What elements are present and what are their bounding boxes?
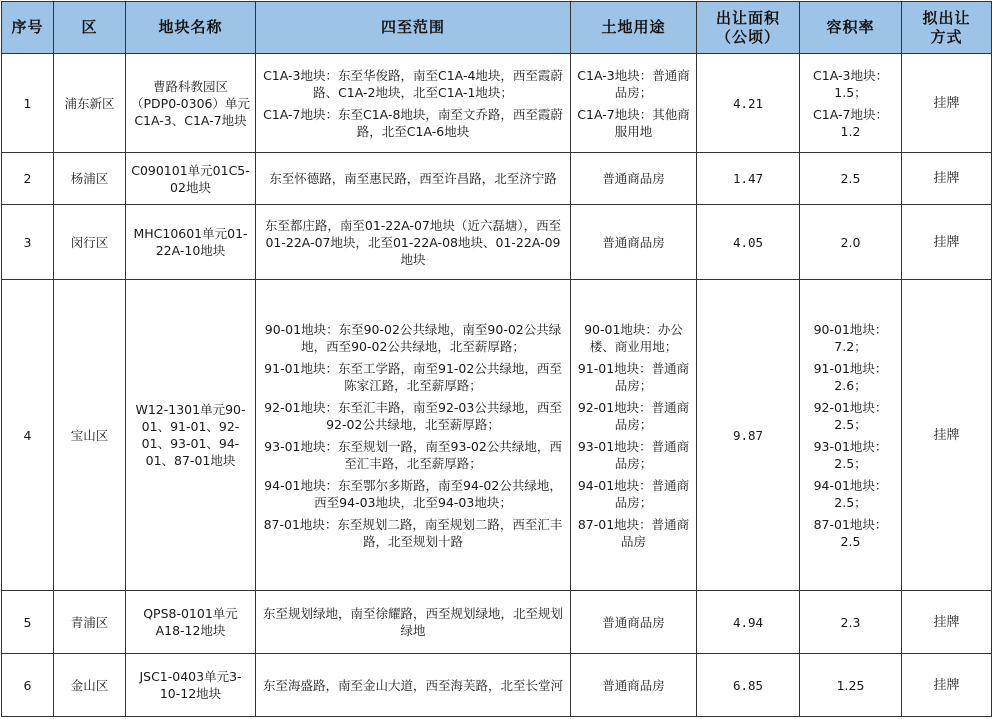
cell-boundaries: [256, 205, 571, 280]
land-use-entry: 92-01地块：普通商品房；: [577, 399, 690, 432]
cell-land-use: [571, 591, 697, 654]
boundary-entry: C1A-3地块：东至华俊路，南至C1A-4地块，西至霞蔚路、C1A-2地块，北至C1A-1地块；: [263, 67, 563, 100]
far-entry: 94-01地块：2.5；: [813, 477, 888, 510]
cell-land-use: [571, 205, 697, 280]
land-transfer-table-page: [0, 1, 992, 719]
cell-far: [800, 54, 902, 153]
far-entry: C1A-7地块：1.2: [813, 106, 888, 139]
cell-district: 闵行区: [54, 205, 126, 280]
boundary-entry: 87-01地块：东至规划二路，南至规划二路，西至汇丰路，北至规划十路: [263, 516, 563, 549]
cell-area: 4.94: [697, 591, 800, 654]
cell-boundaries: [256, 153, 571, 205]
cell-land-use: [571, 54, 697, 153]
cell-land-use: [571, 654, 697, 717]
cell-far: [800, 591, 902, 654]
cell-parcel-name: MHC10601单元01-22A-10地块: [126, 205, 256, 280]
far-entry: 2.3: [840, 614, 861, 630]
cell-method: 挂牌: [902, 280, 992, 591]
cell-area: 4.21: [697, 54, 800, 153]
cell-district: 杨浦区: [54, 153, 126, 205]
cell-parcel-name: JSC1-0403单元3-10-12地块: [126, 654, 256, 717]
cell-far: [800, 153, 902, 205]
header-boundaries: 四至范围: [256, 2, 571, 54]
header-method: [902, 2, 992, 54]
far-entry: 93-01地块：2.5；: [813, 438, 888, 471]
cell-district: 金山区: [54, 654, 126, 717]
cell-index: 4: [2, 280, 54, 591]
cell-boundaries: [256, 654, 571, 717]
land-use-entry: 91-01地块：普通商品房；: [577, 360, 690, 393]
cell-area: 4.05: [697, 205, 800, 280]
table-row: [2, 54, 992, 153]
cell-far: [800, 280, 902, 591]
boundary-entry: 90-01地块：东至90-02公共绿地，南至90-02公共绿地，西至90-02公共绿地，北至薪厚路；: [264, 321, 562, 354]
header-area: [697, 2, 800, 54]
land-use-entry: 普通商品房: [602, 614, 665, 630]
boundary-entry: 92-01地块：东至汇丰路，南至92-03公共绿地，西至92-02公共绿地，北至薪厚路；: [264, 399, 562, 432]
cell-land-use: [571, 280, 697, 591]
cell-parcel-name: C090101单元01C5-02地块: [126, 153, 256, 205]
far-entry: 92-01地块：2.5；: [813, 399, 888, 432]
far-entry: 87-01地块：2.5: [813, 516, 888, 549]
cell-method: 挂牌: [902, 591, 992, 654]
land-use-entry: 87-01地块：普通商品房: [577, 516, 690, 549]
header-district: 区: [54, 2, 126, 54]
header-method-line2: 方式: [930, 27, 963, 46]
boundary-entry: C1A-7地块：东至C1A-8地块，南至文乔路，西至霞蔚路，北至C1A-6地块: [263, 106, 563, 139]
table-header-row: [2, 2, 992, 54]
cell-parcel-name: 曹路科教园区（PDP0-0306）单元C1A-3、C1A-7地块: [126, 54, 256, 153]
boundary-entry: 东至都庄路，南至01-22A-07地块（近六磊塘），西至01-22A-07地块，北至01-22A-08地块、01-22A-09地块: [264, 217, 562, 267]
cell-index: 2: [2, 153, 54, 205]
land-use-entry: 普通商品房: [602, 677, 665, 693]
cell-land-use: [571, 153, 697, 205]
boundary-entry: 91-01地块：东至工学路，南至91-02公共绿地，西至陈家江路，北至薪厚路；: [264, 360, 562, 393]
cell-area: 9.87: [697, 280, 800, 591]
cell-area: 6.85: [697, 654, 800, 717]
cell-method: 挂牌: [902, 205, 992, 280]
far-entry: C1A-3地块：1.5；: [813, 67, 888, 100]
boundary-entry: 东至怀德路，南至惠民路，西至许昌路，北至济宁路: [269, 171, 557, 186]
cell-far: [800, 205, 902, 280]
cell-area: 1.47: [697, 153, 800, 205]
cell-method: 挂牌: [902, 654, 992, 717]
land-use-entry: 94-01地块：普通商品房；: [577, 477, 690, 510]
header-method-line1: 拟出让: [922, 8, 971, 27]
land-use-entry: 普通商品房: [602, 171, 665, 186]
cell-index: 1: [2, 54, 54, 153]
cell-index: 3: [2, 205, 54, 280]
boundary-entry: 94-01地块：东至鄂尔多斯路，南至94-02公共绿地，西至94-03地块，北至94-03地块；: [264, 477, 562, 510]
boundary-entry: 93-01地块：东至规划一路，南至93-02公共绿地，西至汇丰路，北至薪厚路；: [264, 438, 562, 471]
land-use-entry: 普通商品房: [602, 234, 665, 250]
cell-boundaries: [256, 54, 571, 153]
far-entry: 90-01地块：7.2；: [813, 321, 888, 354]
cell-boundaries: [256, 280, 571, 591]
boundary-entry: 东至规划绿地，南至徐耀路，西至规划绿地，北至规划绿地: [262, 606, 563, 638]
far-entry: 2.5: [840, 171, 861, 186]
cell-district: 宝山区: [54, 280, 126, 591]
header-index: 序号: [2, 2, 54, 54]
table-row: [2, 591, 992, 654]
cell-district: 浦东新区: [54, 54, 126, 153]
table-row: [2, 280, 992, 591]
far-entry: 2.0: [840, 234, 861, 250]
far-entry: 91-01地块：2.6；: [813, 360, 888, 393]
header-land-use: 土地用途: [571, 2, 697, 54]
header-parcel-name: 地块名称: [126, 2, 256, 54]
far-entry: 1.25: [836, 677, 865, 693]
boundary-entry: 东至海盛路，南至金山大道，西至海芙路，北至长堂河: [262, 677, 563, 693]
land-use-entry: 93-01地块：普通商品房；: [577, 438, 690, 471]
land-use-entry: C1A-3地块：普通商品房；: [577, 67, 690, 100]
cell-parcel-name: QPS8-0101单元A18-12地块: [126, 591, 256, 654]
cell-parcel-name: W12-1301单元90-01、91-01、92-01、93-01、94-01、87-01地块: [126, 280, 256, 591]
table-row: [2, 153, 992, 205]
table-row: [2, 654, 992, 717]
cell-far: [800, 654, 902, 717]
land-use-entry: C1A-7地块：其他商服用地: [577, 106, 690, 139]
cell-boundaries: [256, 591, 571, 654]
table-row: [2, 205, 992, 280]
cell-index: 5: [2, 591, 54, 654]
cell-method: 挂牌: [902, 54, 992, 153]
land-parcel-table: [1, 1, 992, 717]
header-far: 容积率: [800, 2, 902, 54]
header-area-line1: 出让面积: [715, 8, 780, 27]
cell-method: 挂牌: [902, 153, 992, 205]
header-area-line2: （公顷）: [715, 27, 780, 46]
land-use-entry: 90-01地块：办公楼、商业用地；: [584, 321, 683, 354]
cell-district: 青浦区: [54, 591, 126, 654]
cell-index: 6: [2, 654, 54, 717]
